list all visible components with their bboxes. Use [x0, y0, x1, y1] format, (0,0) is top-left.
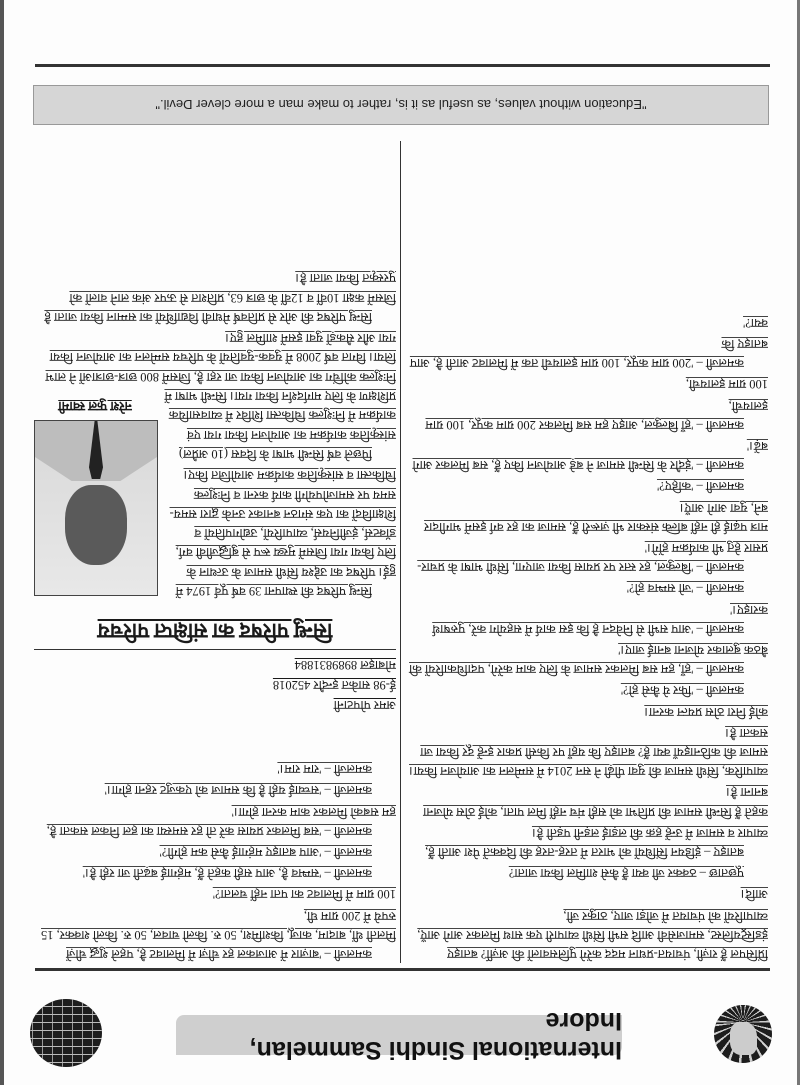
photo-head: [65, 485, 127, 565]
dialogue-line: कमलजी – 'राम राम।': [277, 762, 372, 777]
photo-caption: नरेश फुल स्वामी: [58, 399, 132, 414]
dialogue-line: कमलजी – 'बाज़ार में आजकल हर चीज़ में मिलावट है, पहले शुद्ध चीज़ें मिलती थीं, बादाम, काजू, किशमिश, 50 रु. किलो चावल, 50 रु. किलो शक्कर, 15 रुपये में 200 ग्राम घी,: [41, 908, 396, 961]
paragraph: बताइए – इंडियन सिंधियों को भारत में तरह-तरह की दिक्कतें पेश आती हैं, व्यापार व समाज में उन्हें हक़ की लड़ाई लड़नी पड़ती है।: [425, 825, 768, 859]
dialogue-line: कमलजी – 'आप सभी से निवेदन है कि इस कार्य में सहयोग करें, पुरुषार्थ कराइए।': [432, 602, 768, 636]
dialogue-line: कमलजी – 'बिल्कुल, हर स्तर पर प्रयास किया जाएगा, सिंधी भाषा के प्रचार-प्रसार हेतु भी कार्यक्रम होंगे।': [417, 540, 768, 575]
section-title: सिन्धु परिषद का संक्षिप्त परिचय: [97, 619, 333, 643]
dialogue-line: कमलजी – 'आप बताइए महंगाई कैसे कम होगी?': [159, 844, 372, 859]
right-column-dialogue: [34, 757, 396, 963]
footer-divider: [35, 64, 770, 67]
dialogue-line: कमलजी – 'जो सम्भव हो?': [626, 581, 744, 596]
paragraph: 100 ग्राम इलायची,: [685, 377, 768, 392]
column-divider: [400, 141, 401, 963]
page-header: [0, 965, 800, 1085]
sindhu-mahajot-logo-icon: [714, 1005, 772, 1063]
paragraph: कोई निरा ठोस प्रयत्न करना।: [644, 704, 768, 719]
title-banner: [176, 1007, 622, 1064]
quote-banner: [33, 85, 769, 125]
left-column: [406, 311, 768, 964]
page-title: International Sindhi Sammelan, Indore: [249, 1007, 622, 1064]
paragraph: सिन्धु परिषद की स्थापना 39 वर्ष पूर्व 1974 में हुई। परिषद का उद्देश्य सिंधी समाज के उत्थान के लिए किया गया जिसमें मुख्य रूप से बुद्धिजीवी वर्ग, डॉक्टर्स, इंजीनियर्स, व्यापारियों, उद्योगपतियों व शिक्षाविदों का एक संगठन बनाकर उनके द्वारा समय-समय पर समाजोपयोगी कार्य करना व निःशुल्क चिकित्सा व सांस्कृतिक कार्यक्रम आयोजित किए।: [169, 468, 396, 598]
section-body: [34, 266, 396, 600]
paragraph: व्यापारिक, सिंधी समाज की युवा पीढ़ी ने सन 2014 में सम्मेलन का आयोजन किया। समाज की कठिनाइयाँ क्या हैं? बताइए कि यहाँ पर किसी प्रकार इन्हें दूर किया जा सकता है।: [409, 725, 768, 779]
dialogue-line: 100 ग्राम में मिलावट का पता नहीं चलता?': [212, 887, 396, 902]
section-divider: [34, 649, 396, 650]
dialogue-line: कमलजी – '200 ग्राम कपूर, 100 ग्राम इलायची तक में मिलावट आती है, आप बताइए कि: [409, 336, 768, 371]
author-contact: [34, 655, 396, 715]
globe-logo-icon: [30, 999, 102, 1067]
dialogue-line: कमलजी – 'हाँ, हम सब मिलकर समाज के लिए काम करेंगे, पदाधिकारियों की बैठक बुलाकर योजना बनाई जाए।': [409, 642, 768, 677]
map-shape-icon: [730, 1022, 757, 1054]
paragraph: प्रिंसिपल हैं राज़ी, पंचायत-प्रधान मदद करेंगे पुलिसवालों की अर्ज़ी? बताइए इंडस्ट्रियलिस्ट, समाजसेवी आदि सभी सिंधी व्यापारी एक साथ मिलकर आगे आएँ, व्यापारियों को पंचायत में जोड़ा जाए, ठाकुर जी,: [417, 908, 768, 961]
dialogue-line: कमलजी – 'सम्भव है, आप सही कहते हैं, महंगाई बढ़ती जा रही है।': [82, 866, 372, 881]
dialogue-line: कमलजी – 'कहिए?': [656, 479, 744, 494]
author-name: अमर पोपटानी: [333, 698, 396, 712]
header-divider: [35, 968, 770, 971]
author-address: ई-98 साकेत इन्दौर 452018: [272, 678, 396, 692]
scan-edge: [0, 0, 4, 1085]
paragraph: सिन्धु परिषद की ओर से प्रतिवर्ष मेधावी विद्यार्थियों का सम्मान किया जाता है जिसमें कक्षा 10वीं व 12वीं के छात्र 63, प्रतिशत से ऊपर अंक लाने वालों को पुरस्कृत किया जाता है।: [44, 271, 396, 324]
footer-quote: "Education without values, as useful as it is, rather to make man a more clever Devil.": [155, 97, 647, 113]
globe-grid: [30, 999, 102, 1067]
paragraph: क्या?': [743, 315, 768, 330]
paragraph: आदि।: [740, 887, 768, 902]
dialogue-line: कमलजी – 'सब मिलकर प्रयास करें तो हर समस्या का हल निकल सकता है, हम सबको मिलकर काम करना होगा।': [46, 804, 396, 838]
dialogue-line: कमलजी – 'हाँ बिल्कुल, आइए हम सब मिलकर 200 ग्राम कपूर, 100 ग्राम इलायची,: [425, 398, 768, 432]
dialogue-line: कमलजी – 'इंदौर के सिन्धी समाज ने बड़े आयोजन किए हैं, सब मिलकर आगे बढ़ें।': [412, 438, 768, 473]
dialogue-line: कमलजी – 'फिर ये कैसे हो?': [620, 683, 744, 698]
paragraph: मात्र पढ़ाई ही नहीं बल्कि संस्कार भी ज़रूरी हैं, समाज का हर वर्ग इसमें भागीदार बने, युवा आगे आएँ।: [424, 500, 768, 534]
paragraph: पूछताछ – ठक्कर जी क्या हैं कैसे शामिल किया जाता?: [508, 866, 744, 881]
portrait-photo: [34, 420, 158, 596]
paragraph: कहते हैं सिन्धी समाज की प्रतिभा को सही मंच नहीं मिल पाता, कोई ठोस योजना बनाना है।: [423, 785, 768, 819]
paragraph: पिछले वर्ष सिन्धी भाषा के दिवस (10 अप्रैल) सांस्कृतिक कार्यक्रम का आयोजन किया गया एवं कार्यक्रम में निःशुल्क चिकित्सा शिविर में व्यावसायिक प्रशिक्षण के लिए मार्गदर्शन किया गया। सिन्धी भाषा में निःशुल्क कोचिंग का आयोजन किया जा रहा है, जिसमें 800 छात्र-छात्राओं ने लाभ लिया। विगत वर्ष 2008 में युवक-युवतियों के परिचय सम्मेलन का आयोजन किया गया और सैकड़ों युवा इसमें शामिल हुए।: [45, 331, 396, 461]
author-mobile: मोबाइल 8989831884: [294, 658, 396, 672]
dialogue-line: कमलजी – 'सच्चाई यही है कि समाज को एकजुट रहना होगा।': [104, 783, 372, 798]
